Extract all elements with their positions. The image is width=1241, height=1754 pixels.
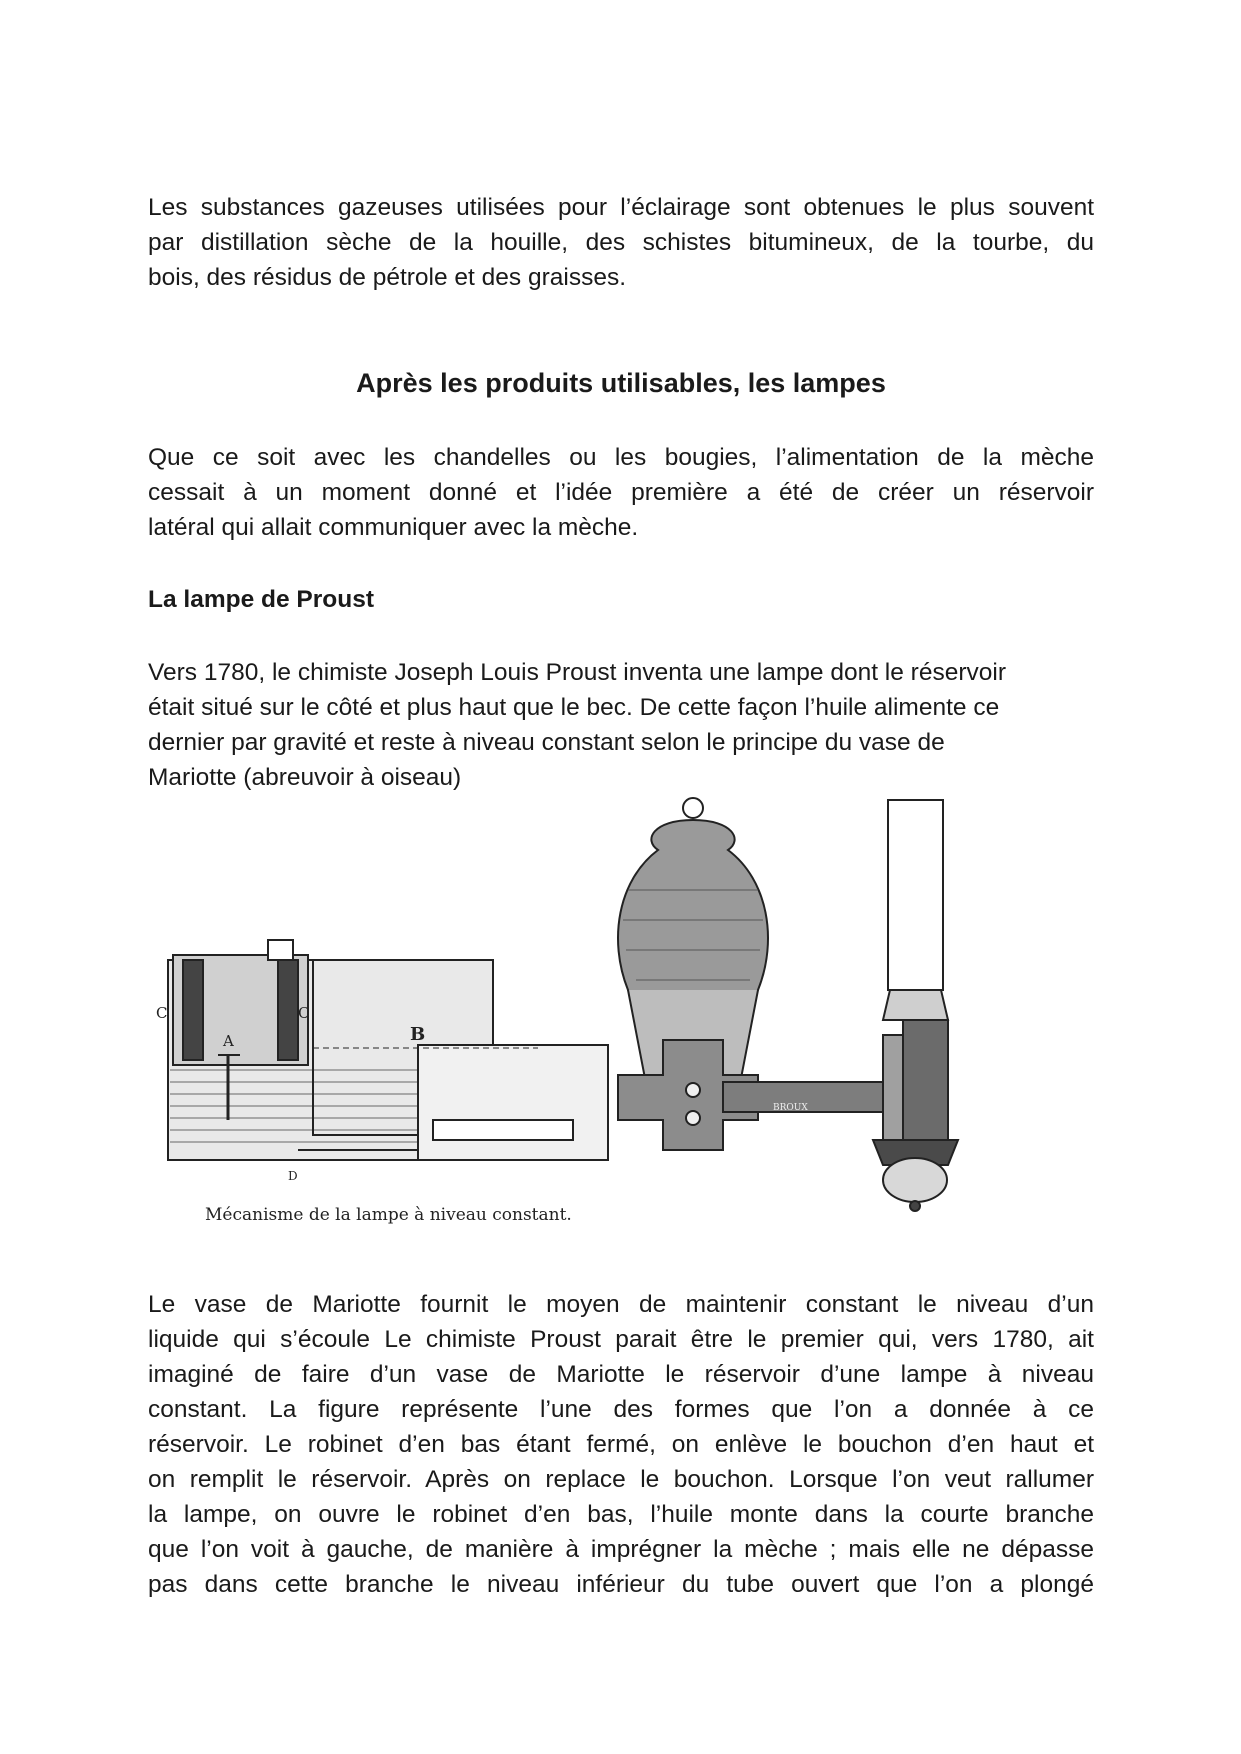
proust-line: Vers 1780, le chimiste Joseph Louis Proust inventa une lampe dont le réservoir [148, 659, 1006, 686]
lamp-illustration [148, 790, 1094, 1250]
section-intro-paragraph [148, 440, 1094, 545]
mariotte-paragraph [148, 1287, 1094, 1602]
engraver-signature: BROUX [773, 1103, 808, 1113]
mariotte-line: réservoir. Le robinet d’en bas étant fermé, on enlève le bouchon d’en haut et [148, 1431, 1094, 1458]
mariotte-line: la lampe, on ouvre le robinet d’en bas, l’huile monte dans la courte branche [148, 1501, 1094, 1528]
proust-line: Mariotte (abreuvoir à oiseau) [148, 764, 462, 791]
mariotte-line: Le vase de Mariotte fournit le moyen de maintenir constant le niveau d’un [148, 1291, 1094, 1318]
intro-line: par distillation sèche de la houille, des schistes bitumineux, de la tourbe, du [148, 229, 1094, 256]
section-intro-line: cessait à un moment donné et l’idée première a été de créer un réservoir [148, 479, 1094, 506]
mariotte-line: on remplit le réservoir. Après on replace le bouchon. Lorsque l’on veut rallumer [148, 1466, 1094, 1493]
label-c-right: C [298, 1004, 310, 1022]
intro-paragraph [148, 190, 1094, 295]
mariotte-line: liquide qui s’écoule Le chimiste Proust parait être le premier qui, vers 1780, ait [148, 1326, 1094, 1353]
proust-lamp-drawing [618, 798, 958, 1211]
proust-line: dernier par gravité et reste à niveau constant selon le principe du vase de [148, 729, 945, 756]
figure-caption: Mécanisme de la lampe à niveau constant. [205, 1205, 572, 1225]
lamp-engraving-svg [148, 790, 1094, 1250]
label-b: B [410, 1024, 426, 1045]
mariotte-line: que l’on voit à gauche, de manière à imprégner la mèche ; mais elle ne dépasse [148, 1536, 1094, 1563]
proust-line: était situé sur le côté et plus haut que le bec. De cette façon l’huile alimente ce [148, 694, 1000, 721]
mechanism-diagram [168, 940, 608, 1165]
proust-paragraph [148, 655, 1088, 795]
mariotte-line: constant. La figure représente l’une des formes que l’on a donnée à ce [148, 1396, 1094, 1423]
label-d: D [288, 1169, 298, 1183]
subsection-title: La lampe de Proust [148, 586, 375, 613]
label-c-left: C [156, 1004, 168, 1022]
mariotte-line: imaginé de faire d’un vase de Mariotte le réservoir d’une lampe à niveau [148, 1361, 1094, 1388]
intro-line: bois, des résidus de pétrole et des graisses. [148, 264, 627, 291]
section-title: Après les produits utilisables, les lampes [356, 368, 886, 398]
section-intro-line: latéral qui allait communiquer avec la mèche. [148, 514, 639, 541]
intro-line: Les substances gazeuses utilisées pour l’éclairage sont obtenues le plus souvent [148, 194, 1094, 221]
label-a: A [223, 1032, 234, 1050]
mariotte-line: pas dans cette branche le niveau inférieur du tube ouvert que l’on a plongé [148, 1571, 1094, 1598]
section-intro-line: Que ce soit avec les chandelles ou les bougies, l’alimentation de la mèche [148, 444, 1094, 471]
